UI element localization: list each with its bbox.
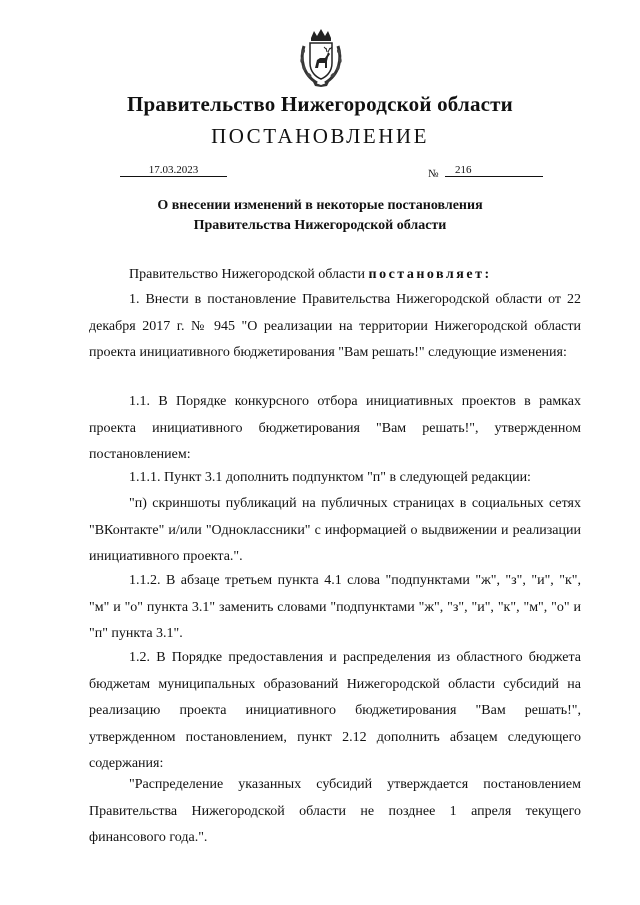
number-sign: №	[428, 168, 439, 180]
document-subject	[0, 196, 640, 236]
paragraph-1-1: 1.1. В Порядке конкурсного отбора инициативных проектов в рамках проекта инициативного бюджетирования "Вам решать!", утвержденном постановлением:	[89, 394, 581, 462]
coat-of-arms-icon	[297, 28, 345, 88]
paragraph-1: 1. Внести в постановление Правительства Нижегородской области от 22 декабря 2017 г. № 945 "О реализации на территории Нижегородской области проекта инициативного бюджетирования "Вам решать!" следующие изменения:	[89, 292, 581, 360]
paragraph-1-1-1: 1.1.1. Пункт 3.1 дополнить подпунктом "п" в следующей редакции:	[129, 470, 531, 485]
paragraph-1-1-1-quote: "п) скриншоты публикаций на публичных страницах в социальных сетях "ВКонтакте" и/или "Одноклассники" с информацией о выдвижении и реализации инициативного проекта.".	[89, 496, 581, 564]
government-title: Правительство Нижегородской области	[127, 92, 513, 116]
intro-prefix: Правительство Нижегородской области	[129, 267, 369, 282]
paragraph-1-1-2: 1.1.2. В абзаце третьем пункта 4.1 слова "подпунктами "ж", "з", "и", "к", "м" и "о" пункта 3.1" заменить словами "подпунктами "ж", "з", "и", "к", "м", "о" и "п" пункта 3.1".	[89, 573, 581, 641]
document-number: 216	[445, 164, 543, 177]
document-type: ПОСТАНОВЛЕНИЕ	[211, 124, 429, 148]
intro-paragraph	[89, 262, 581, 289]
subject-line-1: О внесении изменений в некоторые постановления	[157, 198, 483, 213]
paragraph-1-2-quote: "Распределение указанных субсидий утверждается постановлением Правительства Нижегородской области не позднее 1 апреля текущего финансового года.".	[89, 777, 581, 845]
resolves-word: постановляет:	[368, 267, 492, 282]
subject-line-2: Правительства Нижегородской области	[193, 218, 447, 233]
document-date: 17.03.2023	[120, 164, 227, 177]
paragraph-1-2: 1.2. В Порядке предоставления и распределения из областного бюджета бюджетам муниципальных образований Нижегородской области субсидий на реализацию проекта инициативного бюджетирования "Вам решать!", утвержденном постановлением, пункт 2.12 дополнить абзацем следующего содержания:	[89, 650, 581, 771]
